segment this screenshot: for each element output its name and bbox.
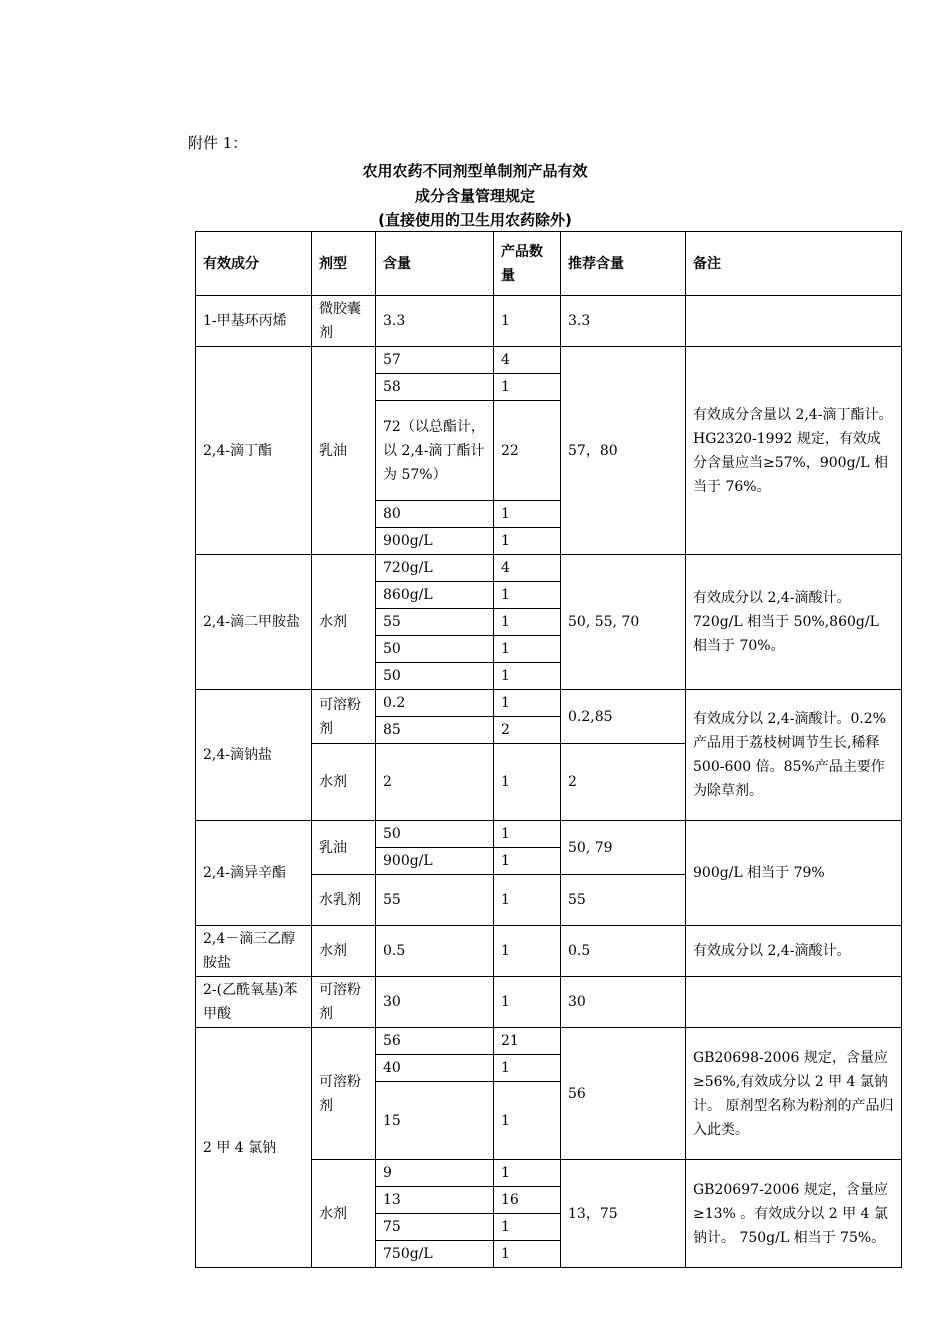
recommended-cell: 0.2,85 (561, 690, 686, 744)
count-cell: 16 (494, 1187, 561, 1214)
recommended-cell: 13，75 (561, 1160, 686, 1268)
document-title-line-2: 成分含量管理规定 (414, 187, 535, 205)
count-cell: 1 (494, 744, 561, 821)
remarks-cell (686, 977, 902, 1028)
content-cell: 13 (376, 1187, 494, 1214)
count-cell: 1 (494, 1214, 561, 1241)
count-cell: 2 (494, 717, 561, 744)
count-cell: 1 (494, 636, 561, 663)
attachment-label: 附件 1： (188, 134, 248, 152)
count-cell: 1 (494, 582, 561, 609)
content-cell: 2 (376, 744, 494, 821)
header-content: 含量 (376, 232, 494, 296)
ingredient-cell: 2,4-滴二甲胺盐 (196, 555, 312, 690)
recommended-cell: 3.3 (561, 296, 686, 347)
table-row (196, 977, 902, 1028)
content-cell: 30 (376, 977, 494, 1028)
formulation-cell: 微胶囊剂 (312, 296, 376, 347)
count-cell: 1 (494, 875, 561, 926)
remarks-cell: GB20698-2006 规定，含量应 ≥56%,有效成分以 2 甲 4 氯钠计。 原剂型名称为粉剂的产品归入此类。 (686, 1028, 902, 1160)
content-cell: 3.3 (376, 296, 494, 347)
recommended-cell: 50, 55, 70 (561, 555, 686, 690)
ingredient-cell: 2,4-滴钠盐 (196, 690, 312, 821)
remarks-cell: 有效成分以 2,4-滴酸计。 (686, 926, 902, 977)
content-cell: 0.5 (376, 926, 494, 977)
count-cell: 1 (494, 690, 561, 717)
content-cell: 15 (376, 1082, 494, 1160)
content-cell: 57 (376, 347, 494, 374)
content-cell: 85 (376, 717, 494, 744)
count-cell: 1 (494, 821, 561, 848)
table-row (196, 690, 902, 717)
recommended-cell: 50, 79 (561, 821, 686, 875)
content-cell: 860g/L (376, 582, 494, 609)
formulation-cell: 乳油 (312, 821, 376, 875)
formulation-cell: 水剂 (312, 926, 376, 977)
header-ingredient: 有效成分 (196, 232, 312, 296)
ingredient-cell: 2,4-滴异辛酯 (196, 821, 312, 926)
count-cell: 1 (494, 1160, 561, 1187)
ingredient-cell: 2,4-滴丁酯 (196, 347, 312, 555)
count-cell: 1 (494, 609, 561, 636)
formulation-cell: 水剂 (312, 744, 376, 821)
remarks-cell: 有效成分含量以 2,4-滴丁酯计。HG2320-1992 规定，有效成分含量应当≥57%，900g/L 相当于 76%。 (686, 347, 902, 555)
count-cell: 1 (494, 977, 561, 1028)
content-cell: 720g/L (376, 555, 494, 582)
ingredient-cell: 2-(乙酰氧基)苯甲酸 (196, 977, 312, 1028)
table-row (196, 347, 902, 374)
count-cell: 4 (494, 555, 561, 582)
content-cell: 9 (376, 1160, 494, 1187)
remarks-cell: 900g/L 相当于 79% (686, 821, 902, 926)
recommended-cell: 55 (561, 875, 686, 926)
table-row (196, 1028, 902, 1055)
table-row (196, 296, 902, 347)
content-cell: 750g/L (376, 1241, 494, 1268)
count-cell: 1 (494, 1241, 561, 1268)
formulation-cell: 可溶粉剂 (312, 977, 376, 1028)
content-cell: 75 (376, 1214, 494, 1241)
table-row (196, 926, 902, 977)
table-row (196, 555, 902, 582)
count-cell: 22 (494, 401, 561, 501)
content-cell: 900g/L (376, 848, 494, 875)
remarks-cell: 有效成分以 2,4-滴酸计。720g/L 相当于 50%,860g/L 相当于 70%。 (686, 555, 902, 690)
content-cell: 40 (376, 1055, 494, 1082)
content-cell: 80 (376, 501, 494, 528)
header-recommended: 推荐含量 (561, 232, 686, 296)
header-formulation: 剂型 (312, 232, 376, 296)
count-cell: 1 (494, 663, 561, 690)
count-cell: 1 (494, 374, 561, 401)
formulation-cell: 水乳剂 (312, 875, 376, 926)
recommended-cell: 0.5 (561, 926, 686, 977)
count-cell: 1 (494, 1082, 561, 1160)
content-cell: 56 (376, 1028, 494, 1055)
content-cell: 50 (376, 663, 494, 690)
formulation-cell: 可溶粉剂 (312, 690, 376, 744)
content-cell: 58 (376, 374, 494, 401)
header-remarks: 备注 (686, 232, 902, 296)
content-cell: 55 (376, 609, 494, 636)
recommended-cell: 30 (561, 977, 686, 1028)
document-title-line-3: (直接使用的卫生用农药除外) (378, 211, 572, 229)
count-cell: 1 (494, 296, 561, 347)
pesticide-content-table (195, 231, 902, 1268)
table-row (196, 821, 902, 848)
document-title-line-1: 农用农药不同剂型单制剂产品有效 (362, 162, 588, 180)
count-cell: 21 (494, 1028, 561, 1055)
table-header-row (196, 232, 902, 296)
ingredient-cell: 2 甲 4 氯钠 (196, 1028, 312, 1268)
header-count: 产品数量 (494, 232, 561, 296)
content-cell: 900g/L (376, 528, 494, 555)
remarks-cell: GB20697-2006 规定，含量应 ≥13% 。有效成分以 2 甲 4 氯钠计。 750g/L 相当于 75%。 (686, 1160, 902, 1268)
count-cell: 1 (494, 528, 561, 555)
content-cell: 50 (376, 821, 494, 848)
content-cell: 72（以总酯计，以 2,4-滴丁酯计为 57%） (376, 401, 494, 501)
formulation-cell: 水剂 (312, 555, 376, 690)
formulation-cell: 水剂 (312, 1160, 376, 1268)
content-cell: 0.2 (376, 690, 494, 717)
content-cell: 50 (376, 636, 494, 663)
count-cell: 1 (494, 848, 561, 875)
count-cell: 4 (494, 347, 561, 374)
content-cell: 55 (376, 875, 494, 926)
count-cell: 1 (494, 1055, 561, 1082)
ingredient-cell: 1-甲基环丙烯 (196, 296, 312, 347)
recommended-cell: 57，80 (561, 347, 686, 555)
count-cell: 1 (494, 501, 561, 528)
remarks-cell: 有效成分以 2,4-滴酸计。0.2%产品用于荔枝树调节生长,稀释 500-600 倍。85%产品主要作为除草剂。 (686, 690, 902, 821)
count-cell: 1 (494, 926, 561, 977)
formulation-cell: 可溶粉剂 (312, 1028, 376, 1160)
formulation-cell: 乳油 (312, 347, 376, 555)
recommended-cell: 56 (561, 1028, 686, 1160)
ingredient-cell: 2,4－滴三乙醇胺盐 (196, 926, 312, 977)
recommended-cell: 2 (561, 744, 686, 821)
remarks-cell (686, 296, 902, 347)
